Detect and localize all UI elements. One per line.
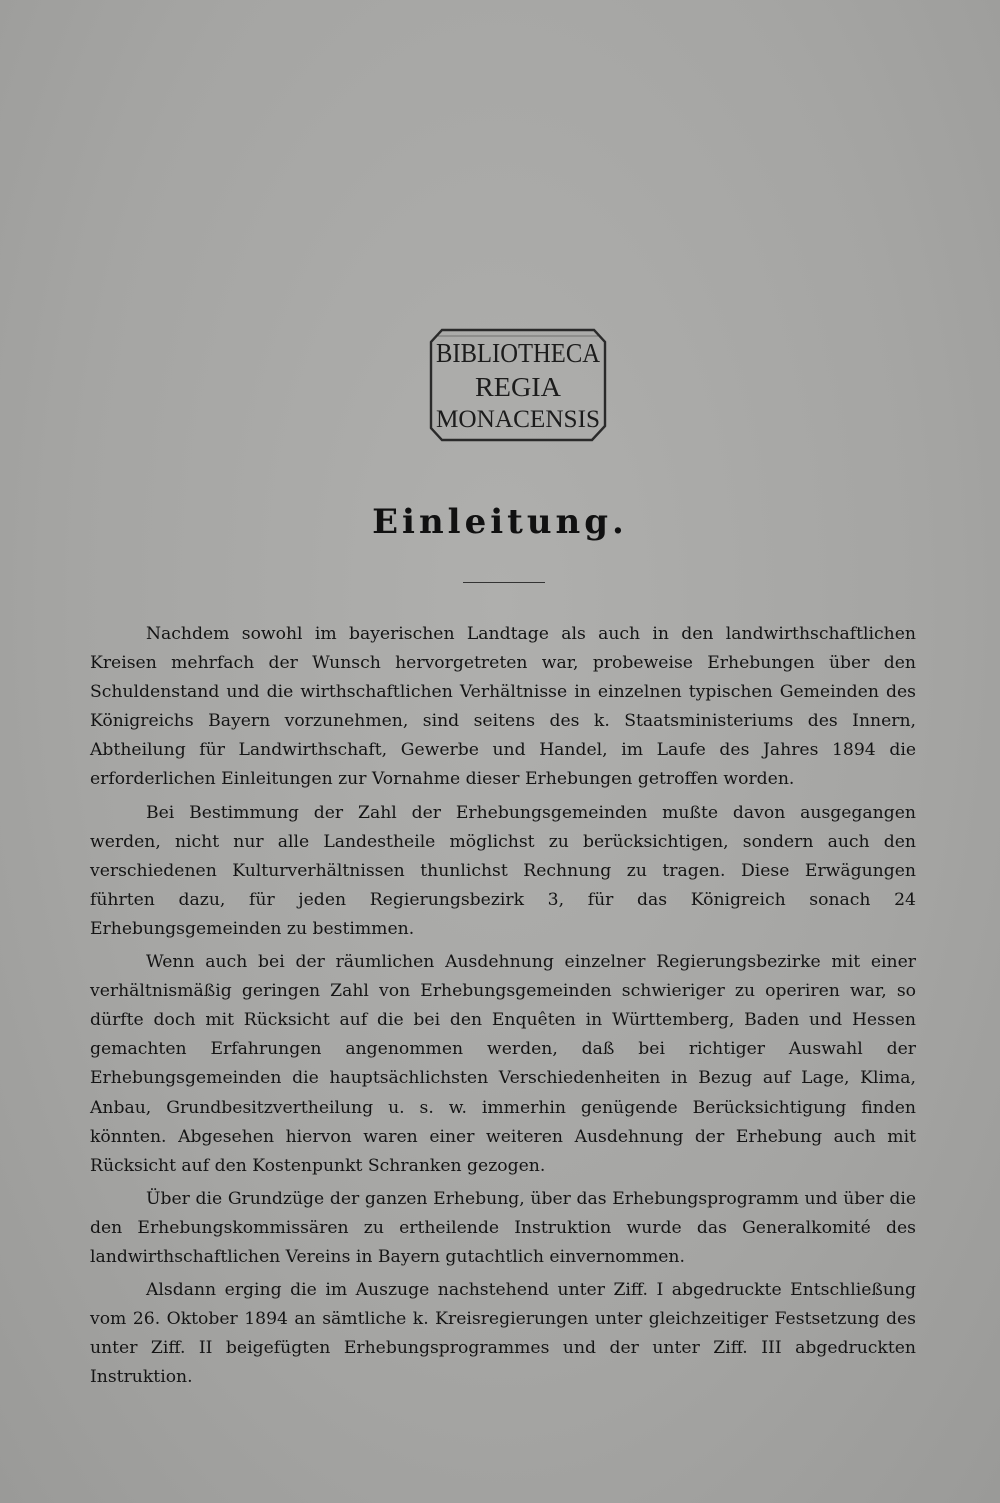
heading-divider bbox=[463, 582, 545, 583]
paragraph-1: Nachdem sowohl im bayerischen Landtage als auch in den landwirthschaftlichen Kreisen mehrfach der Wunsch hervorgetreten war, probeweise Erhebungen über den Schuldenstand und die wirthschaftlichen Verhältnisse in einzelnen typischen Gemeinden des Königreichs Bayern vorzunehmen, sind seitens des k. Staatsministeriums des Innern, Abtheilung für Landwirthschaft, Gewerbe und Handel, im Laufe des Jahres 1894 die erforderlichen Einleitungen zur Vornahme dieser Erhebungen getroffen worden. bbox=[90, 624, 916, 790]
paragraph-4: Über die Grundzüge der ganzen Erhebung, über das Erhebungsprogramm und über die den Erhebungskommissären zu ertheilende Instruktion wurde das Generalkomité des landwirthschaftlichen Vereins in Bayern gutachtlich einvernommen. bbox=[90, 1188, 916, 1267]
paragraph-5: Alsdann erging die im Auszuge nachstehend unter Ziff. I abgedruckte Entschließung vom 26. Oktober 1894 an sämtliche k. Kreisregierungen unter gleichzeitiger Festsetzung des unter Ziff. II beigefügten Erhebungsprogrammes und der unter Ziff. III abgedruckten Instruktion. bbox=[90, 1280, 916, 1388]
stamp-line-2: REGIA bbox=[475, 372, 562, 402]
paragraph-2: Bei Bestimmung der Zahl der Erhebungsgemeinden mußte davon ausgegangen werden, nicht nur alle Landestheile möglichst zu berücksichtigen, sondern auch den verschiedenen Kulturverhältnissen thunlichst Rechnung zu tragen. Diese Erwägungen führten dazu, für jeden Regierungsbezirk 3, für das Königreich sonach 24 Erhebungsgemeinden zu bestimmen. bbox=[90, 802, 916, 939]
paragraph-3: Wenn auch bei der räumlichen Ausdehnung einzelner Regierungsbezirke mit einer verhältnismäßig geringen Zahl von Erhebungsgemeinden schwieriger zu operiren war, so dürfte doch mit Rücksicht auf die bei den Enquêten in Württemberg, Baden und Hessen gemachten Erfahrungen angenommen werden, daß bei richtiger Auswahl der Erhebungsgemeinden die hauptsächlichsten Verschiedenheiten in Bezug auf Lage, Klima, Anbau, Grundbesitzvertheilung u. s. w. immerhin genügende Berücksichtigung finden könnten. Abgesehen hiervon waren einer weiteren Ausdehnung der Erhebung auch mit Rücksicht auf den Kostenpunkt Schranken gezogen. bbox=[90, 952, 916, 1176]
stamp-line-1: BIBLIOTHECA bbox=[436, 338, 601, 368]
stamp-line-3: MONACENSIS bbox=[436, 406, 600, 433]
body-text bbox=[90, 620, 916, 1392]
section-heading: Einleitung. bbox=[372, 502, 628, 542]
library-stamp-graphic bbox=[428, 326, 608, 444]
library-stamp bbox=[428, 326, 608, 444]
